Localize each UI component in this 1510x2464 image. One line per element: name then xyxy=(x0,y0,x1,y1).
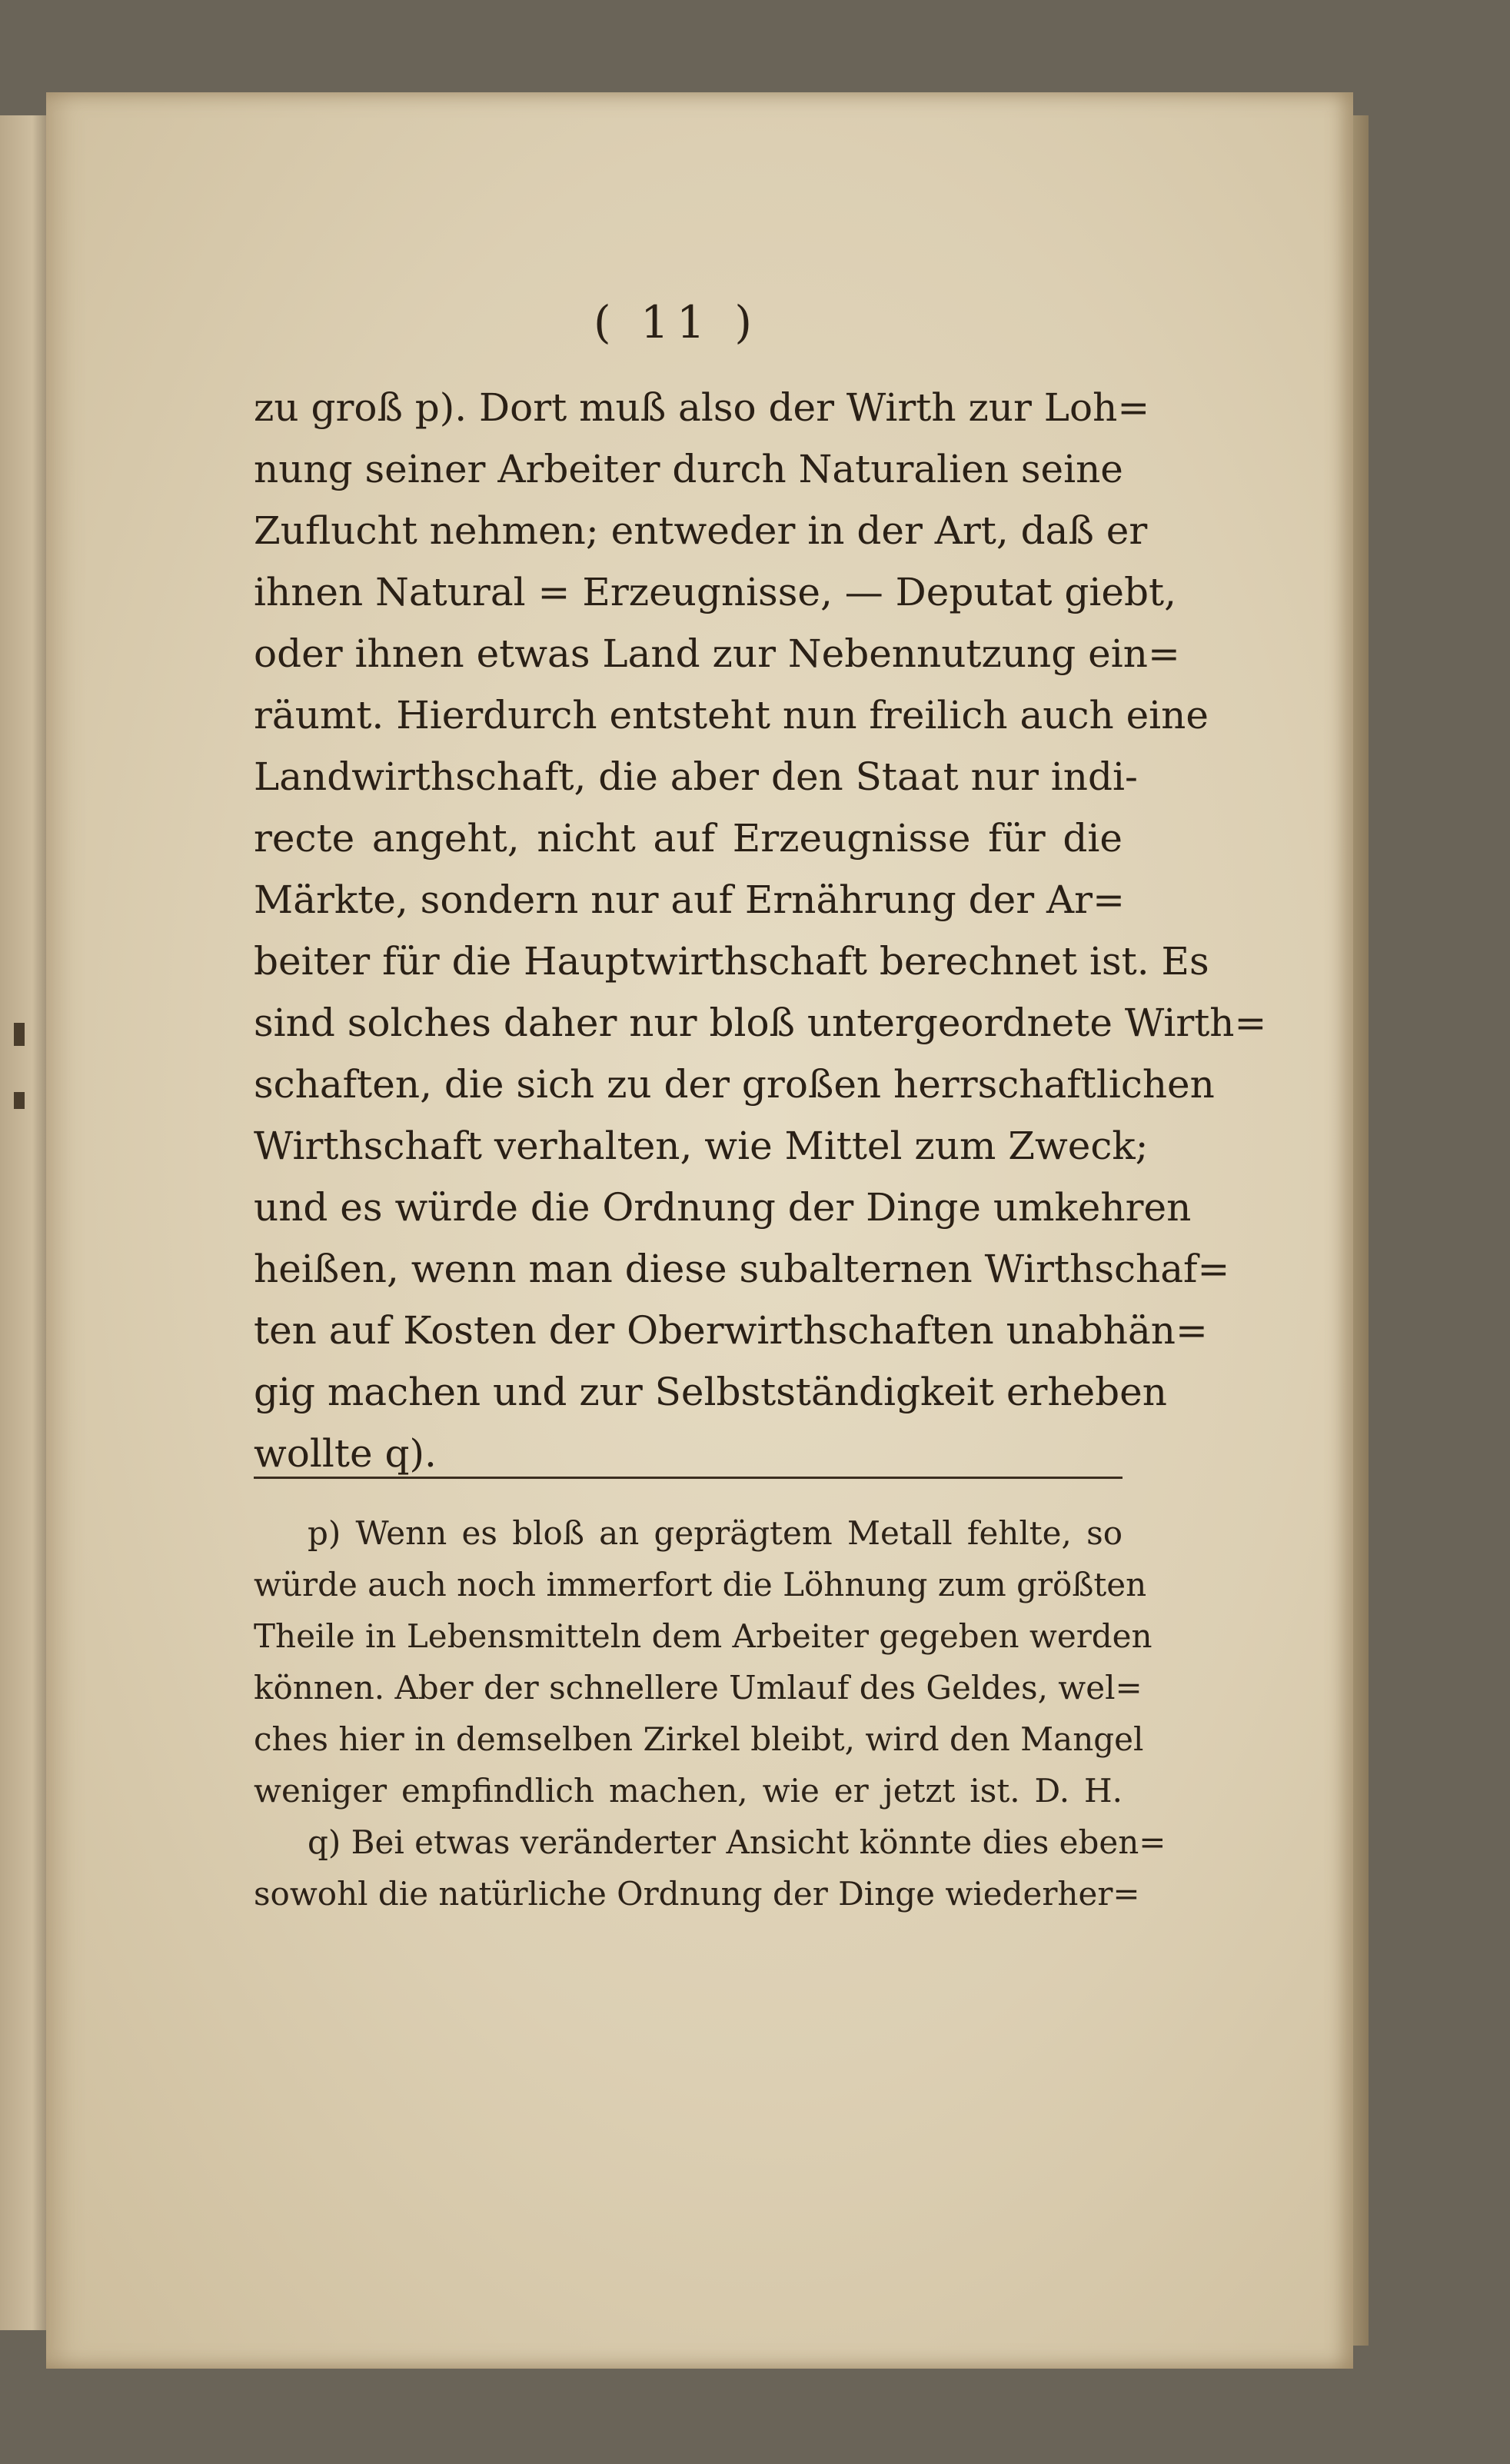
text-line: räumt. Hierdurch entsteht nun freilich auch eine xyxy=(254,693,1209,738)
footnote-line: Theile in Lebensmitteln dem Arbeiter gegeben werden xyxy=(254,1617,1152,1655)
main-text xyxy=(254,377,1267,1484)
text-line: ihnen Natural = Erzeugnisse, — Deputat giebt, xyxy=(254,570,1176,614)
footnote-line: ches hier in demselben Zirkel bleibt, wird den Mangel xyxy=(254,1720,1144,1758)
margin-mark xyxy=(14,1023,25,1046)
text-line: Landwirthschaft, die aber den Staat nur indi- xyxy=(254,754,1138,799)
page-number: ( 11 ) xyxy=(594,296,760,348)
text-line: Märkte, sondern nur auf Ernährung der Ar= xyxy=(254,877,1125,922)
text-line: Zuflucht nehmen; entweder in der Art, daß er xyxy=(254,508,1148,553)
footnote-separator xyxy=(254,1477,1123,1479)
text-line: heißen, wenn man diese subalternen Wirthschaf= xyxy=(254,1247,1230,1291)
text-line: beiter für die Hauptwirthschaft berechnet ist. Es xyxy=(254,939,1209,984)
text-line: und es würde die Ordnung der Dinge umkehren xyxy=(254,1185,1192,1230)
text-line: zu groß p). Dort muß also der Wirth zur Loh= xyxy=(254,385,1150,430)
text-line: schaften, die sich zu der großen herrschaftlichen xyxy=(254,1062,1215,1107)
footnote-line: können. Aber der schnellere Umlauf des Geldes, wel= xyxy=(254,1669,1142,1706)
footnote-line: weniger empfindlich machen, wie er jetzt ist. D. H. xyxy=(254,1772,1123,1810)
text-line: sind solches daher nur bloß untergeordnete Wirth= xyxy=(254,1001,1267,1045)
footnote-line: q) Bei etwas veränderter Ansicht könnte dies eben= xyxy=(308,1823,1166,1861)
footnote-line: sowohl die natürliche Ordnung der Dinge wiederher= xyxy=(254,1875,1140,1913)
footnotes xyxy=(254,1507,1166,1920)
text-line: gig machen und zur Selbstständigkeit erheben xyxy=(254,1370,1167,1414)
text-line: Wirthschaft verhalten, wie Mittel zum Zweck; xyxy=(254,1124,1149,1168)
text-line: oder ihnen etwas Land zur Nebennutzung ein= xyxy=(254,631,1180,676)
text-line: ten auf Kosten der Oberwirthschaften unabhän= xyxy=(254,1308,1208,1353)
footnote-line: würde auch noch immerfort die Löhnung zum größten xyxy=(254,1566,1147,1603)
text-line: nung seiner Arbeiter durch Naturalien seine xyxy=(254,447,1123,491)
text-line: recte angeht, nicht auf Erzeugnisse für die xyxy=(254,816,1123,861)
margin-mark xyxy=(14,1092,25,1109)
text-line: wollte q). xyxy=(254,1431,437,1476)
footnote-line: p) Wenn es bloß an geprägtem Metall fehlte, so xyxy=(308,1514,1123,1552)
